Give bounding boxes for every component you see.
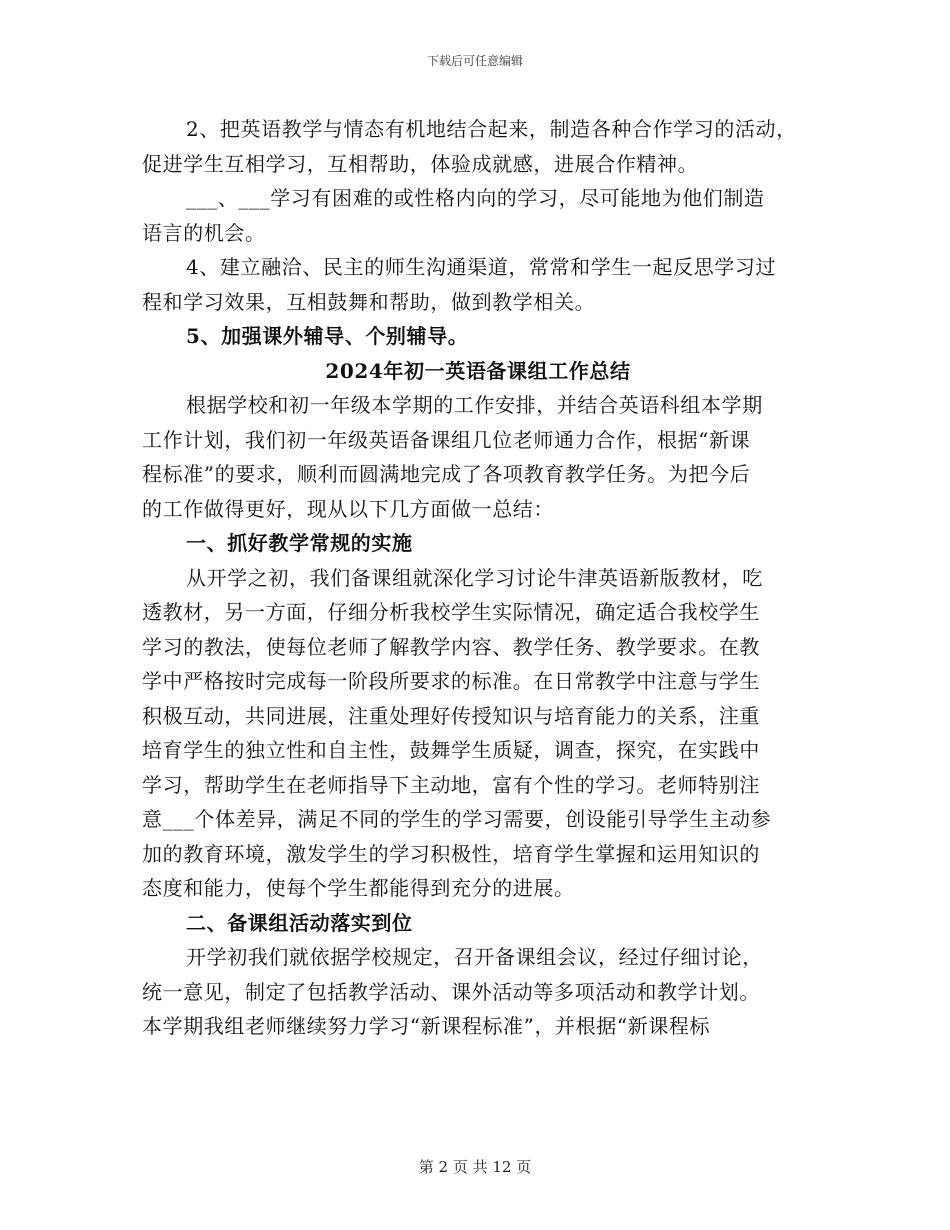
document-body <box>142 112 814 1044</box>
text-line: ___、___学习有困难的或性格内向的学习，尽可能地为他们制造 <box>186 186 765 210</box>
text-line: 4、建立融洽、民主的师生沟通渠道，常常和学生一起反思学习过 <box>186 255 777 279</box>
text-line: 促进学生互相学习，互相帮助，体验成就感，进展合作精神。 <box>142 151 699 176</box>
text-line: 统一意见，制定了包括教学活动、课外活动等多项活动和教学计划。 <box>142 979 760 1004</box>
text-line: 加的教育环境，激发学生的学习积极性，培育学生掌握和运用知识的 <box>142 841 760 866</box>
text-line: 程标准”的要求，顺利而圆满地完成了各项教育教学任务。为把今后 <box>142 462 751 486</box>
text-line: 开学初我们就依据学校规定，召开备课组会议，经过仔细讨论， <box>186 945 763 969</box>
text-line: 本学期我组老师继续努力学习“新课程标准”，并根据“新课程标 <box>142 1014 711 1038</box>
text-line: 的工作做得更好，现从以下几方面做一总结： <box>142 496 554 521</box>
text-line: 一、抓好教学常规的实施 <box>186 531 413 555</box>
text-line: 2024年初一英语备课组工作总结 <box>325 358 631 383</box>
text-line: 5、加强课外辅导、个别辅导。 <box>186 324 469 348</box>
text-line: 语言的机会。 <box>142 220 266 245</box>
text-line: 二、备课组活动落实到位 <box>186 910 413 935</box>
text-line: 程和学习效果，互相鼓舞和帮助，做到教学相关。 <box>142 289 596 314</box>
text-line: 培育学生的独立性和自主性，鼓舞学生质疑，调查，探究，在实践中 <box>142 738 760 762</box>
text-line: 学习，帮助学生在老师指导下主动地，富有个性的学习。老师特别注 <box>142 772 760 797</box>
text-line: 意___个体差异，满足不同的学生的学习需要，创设能引导学生主动参 <box>142 807 772 831</box>
text-line: 从开学之初，我们备课组就深化学习讨论牛津英语新版教材，吃 <box>186 565 763 590</box>
text-line: 透教材，另一方面，仔细分析我校学生实际情况，确定适合我校学生 <box>142 600 760 624</box>
text-line: 学习的教法，使每位老师了解教学内容、教学任务、教学要求。在教 <box>142 634 760 659</box>
text-line: 态度和能力，使每个学生都能得到充分的进展。 <box>142 876 575 900</box>
text-line: 根据学校和初一年级本学期的工作安排，并结合英语科组本学期 <box>186 393 763 417</box>
text-line: 工作计划，我们初一年级英语备课组几位老师通力合作，根据“新课 <box>142 427 751 452</box>
page-footer: 第 2 页 共 12 页 <box>418 1158 532 1176</box>
page-header: 下载后可任意编辑 <box>426 54 523 68</box>
text-line: 学中严格按时完成每一阶段所要求的标准。在日常教学中注意与学生 <box>142 669 760 693</box>
text-line: 积极互动，共同进展，注重处理好传授知识与培育能力的关系，注重 <box>142 703 760 728</box>
text-line: 2、把英语教学与情态有机地结合起来，制造各种合作学习的活动， <box>186 117 797 141</box>
